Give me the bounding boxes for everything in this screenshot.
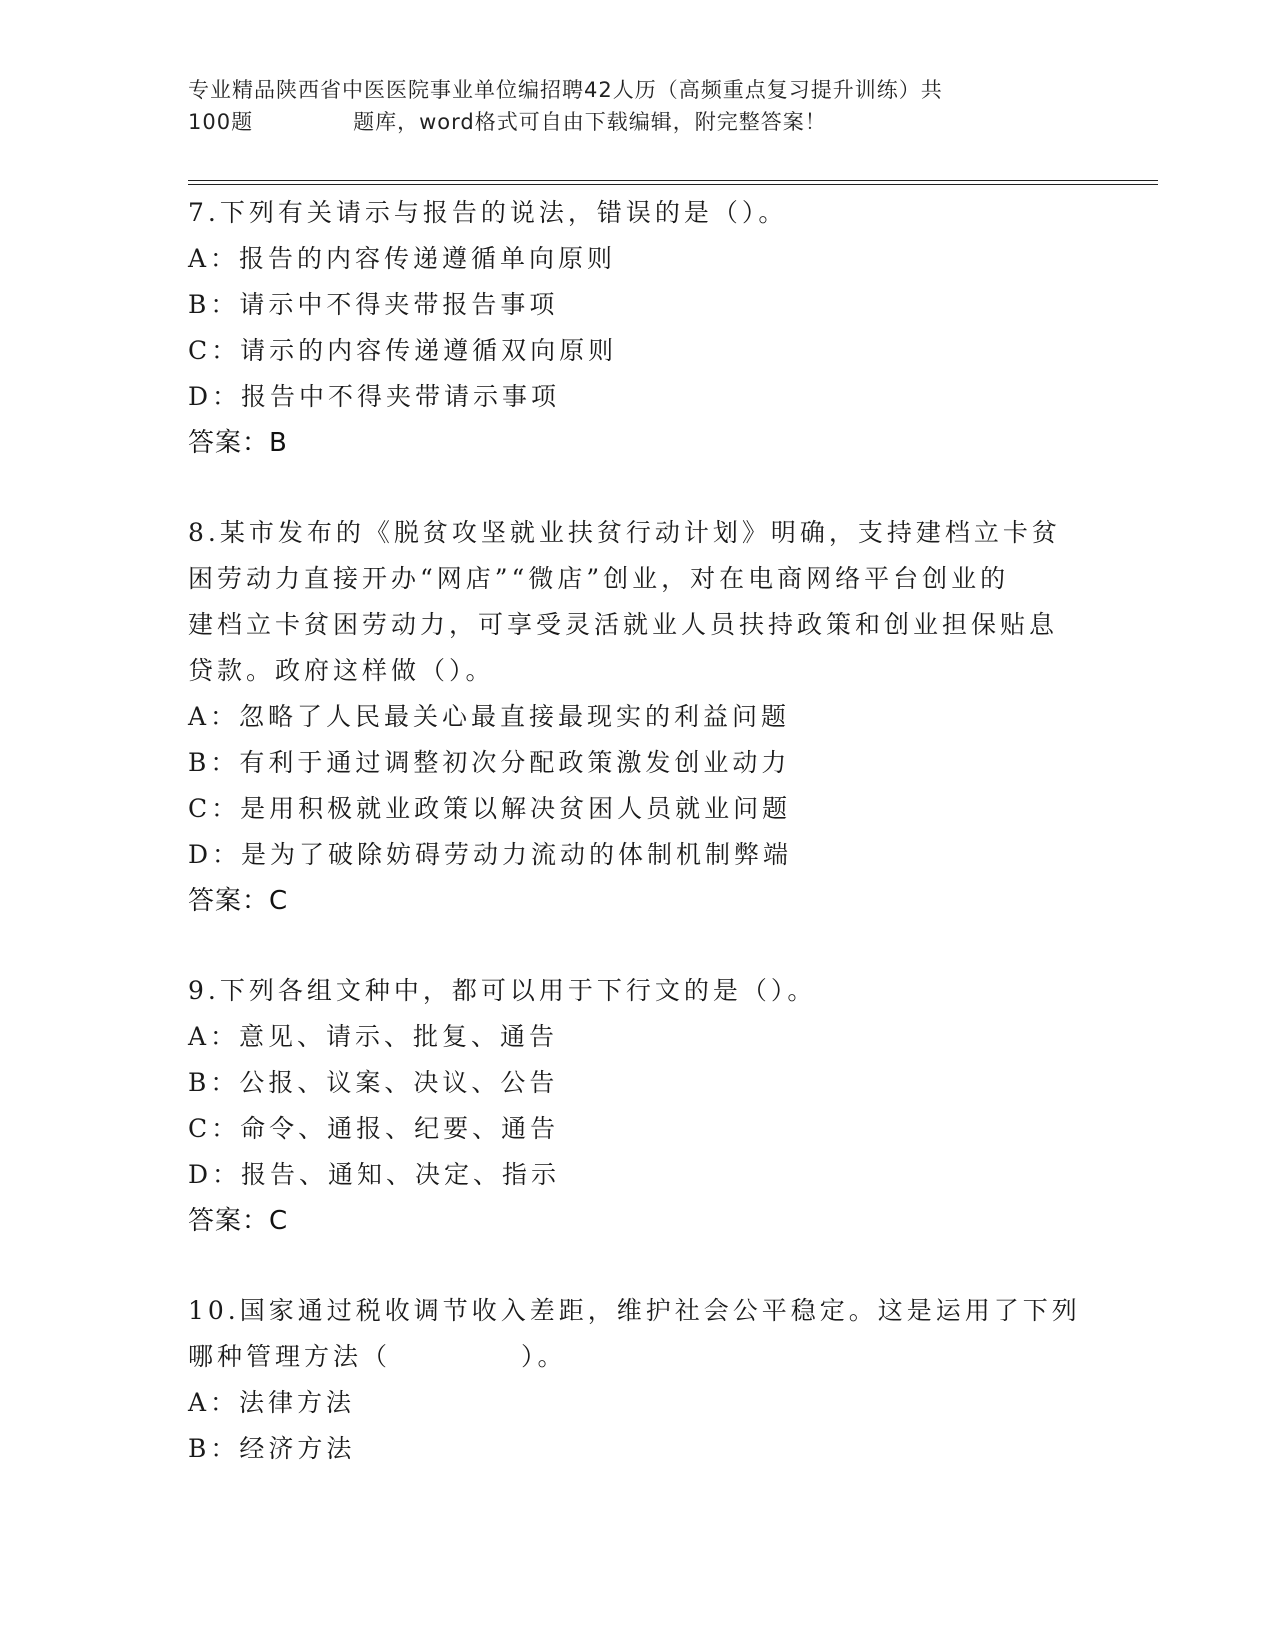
question-stem-line-2 xyxy=(188,1334,1068,1380)
question-stem-line-3: 建档立卡贫困劳动力，可享受灵活就业人员扶持政策和创业担保贴息 xyxy=(188,610,1059,639)
answer-label: 答案：B xyxy=(188,428,288,458)
option-a: A：忽略了人民最关心最直接最现实的利益问题 xyxy=(188,702,791,731)
question-item xyxy=(188,190,1068,466)
question-stem-line-1: 10.国家通过税收调节收入差距，维护社会公平稳定。这是运用了下列 xyxy=(188,1296,1081,1325)
question-stem-line-4: 贷款。政府这样做（）。 xyxy=(188,656,495,685)
answer-label: 答案：C xyxy=(188,886,289,916)
document-header xyxy=(188,74,1088,138)
question-item xyxy=(188,1288,1081,1472)
option-d: D：报告中不得夹带请示事项 xyxy=(188,382,561,411)
header-title-line-1: 专业精品陕西省中医医院事业单位编招聘42人历（高频重点复习提升训练）共 xyxy=(188,78,943,102)
header-title-line-2 xyxy=(188,106,1088,138)
option-a: A：报告的内容传递遵循单向原则 xyxy=(188,244,617,273)
option-d: D：报告、通知、决定、指示 xyxy=(188,1160,561,1189)
option-b: B：有利于通过调整初次分配政策激发创业动力 xyxy=(188,748,791,777)
option-b: B：经济方法 xyxy=(188,1434,356,1463)
answer-label: 答案：C xyxy=(188,1206,289,1236)
option-c: C：请示的内容传递遵循双向原则 xyxy=(188,336,618,365)
option-d: D：是为了破除妨碍劳动力流动的体制机制弊端 xyxy=(188,840,793,869)
option-c: C：命令、通报、纪要、通告 xyxy=(188,1114,560,1143)
question-stem: 7.下列有关请示与报告的说法，错误的是（）。 xyxy=(188,198,788,227)
header-divider-bottom xyxy=(188,184,1158,185)
header-question-count: 100题 xyxy=(188,110,254,134)
question-stem: 9.下列各组文种中，都可以用于下行文的是（）。 xyxy=(188,976,817,1005)
header-divider-top xyxy=(188,180,1158,181)
question-stem-line-1: 8.某市发布的《脱贫攻坚就业扶贫行动计划》明确，支持建档立卡贫 xyxy=(188,518,1061,547)
option-b: B：公报、议案、决议、公告 xyxy=(188,1068,559,1097)
question-stem-end: ）。 xyxy=(521,1342,567,1371)
question-list xyxy=(188,190,1081,1472)
question-item xyxy=(188,968,1068,1244)
option-a: A：法律方法 xyxy=(188,1388,356,1417)
option-b: B：请示中不得夹带报告事项 xyxy=(188,290,559,319)
option-a: A：意见、请示、批复、通告 xyxy=(188,1022,559,1051)
question-stem-text: 哪种管理方法（ xyxy=(188,1342,392,1371)
question-item xyxy=(188,510,1068,924)
option-c: C：是用积极就业政策以解决贫困人员就业问题 xyxy=(188,794,792,823)
question-stem-line-2: 困劳动力直接开办“网店”“微店”创业，对在电商网络平台创业的 xyxy=(188,564,1010,593)
header-subtitle: 题库，word格式可自由下载编辑，附完整答案！ xyxy=(353,110,827,134)
